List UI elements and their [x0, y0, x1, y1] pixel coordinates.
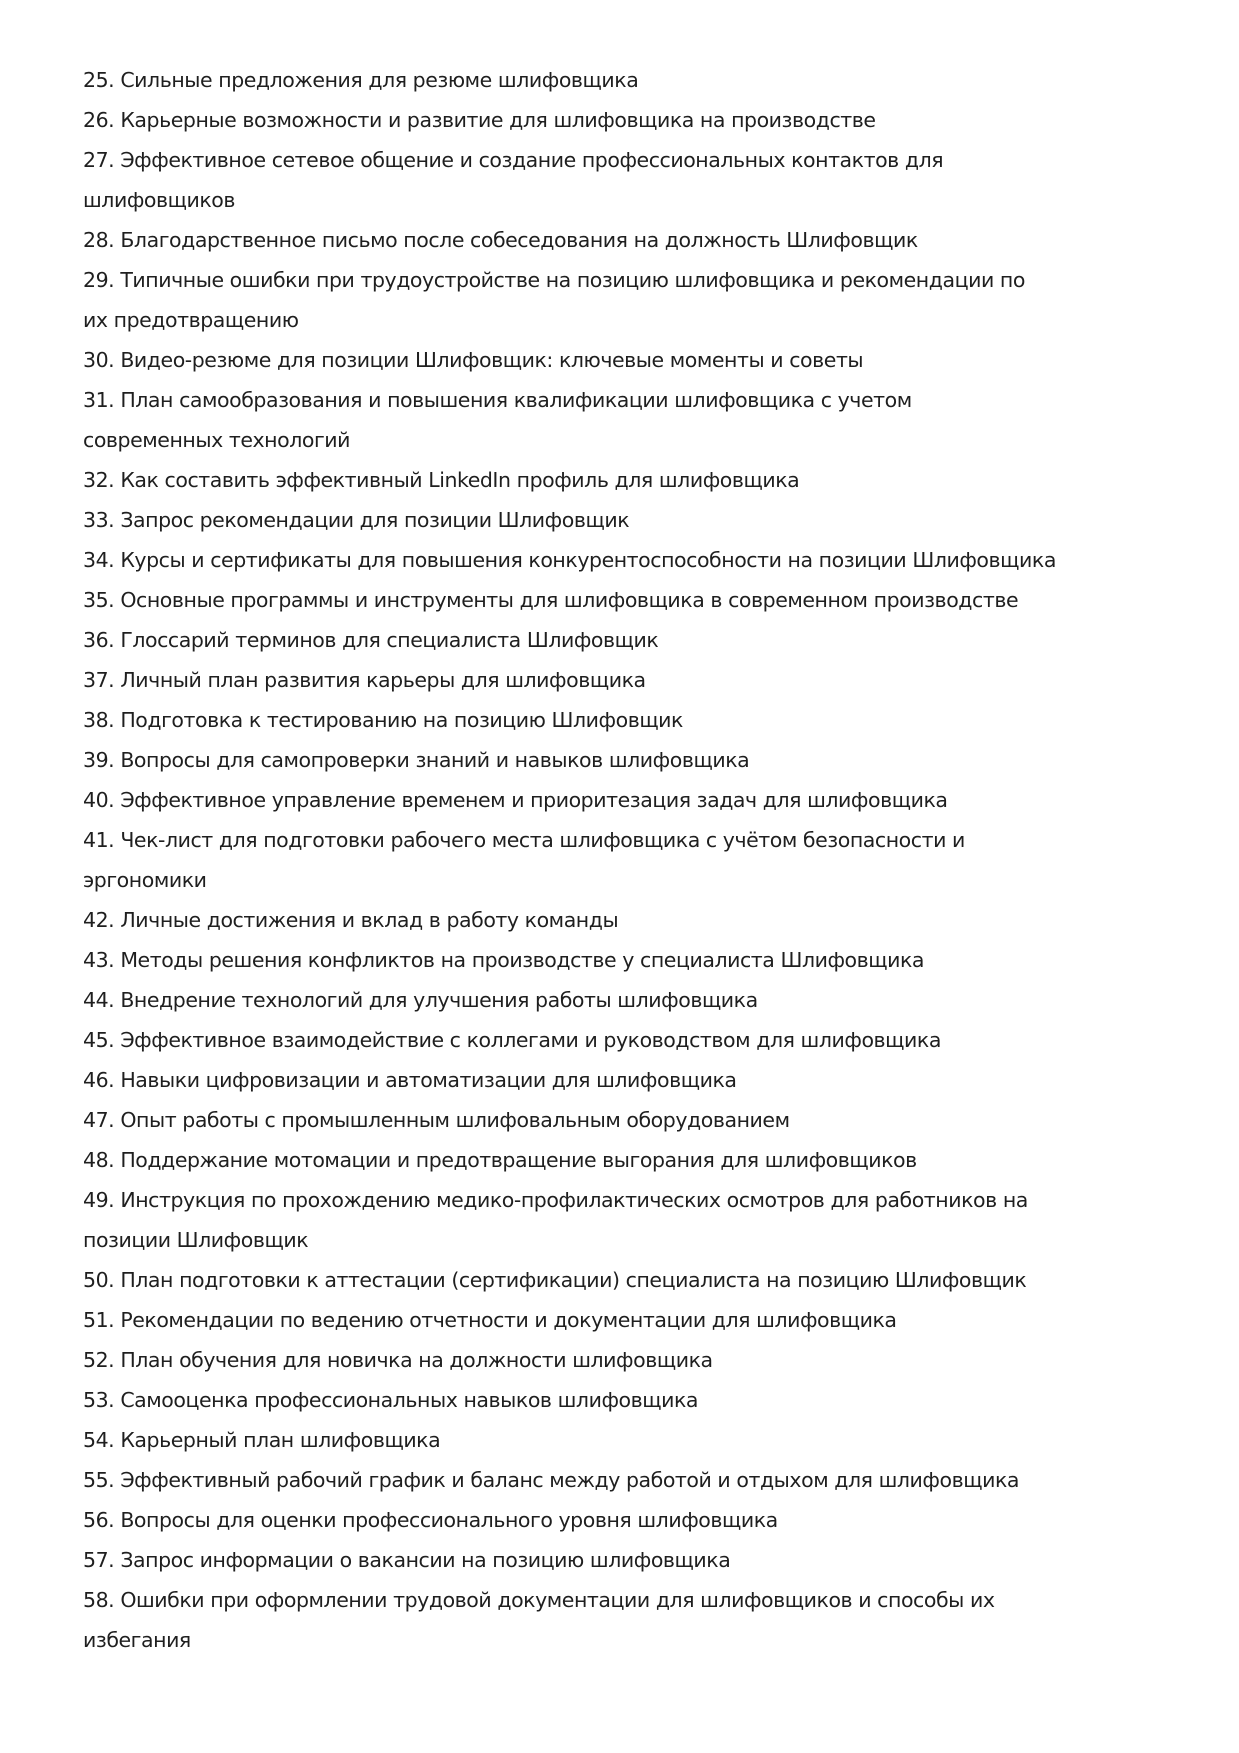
list-item — [83, 260, 1203, 340]
list-item — [83, 1460, 1203, 1500]
list-item — [83, 620, 1203, 660]
list-item — [83, 1540, 1203, 1580]
list-item-text-line: их предотвращению — [83, 308, 299, 332]
list-item — [83, 540, 1203, 580]
list-item — [83, 380, 1203, 460]
list-item-text-line: 27. Эффективное сетевое общение и создание профессиональных контактов для — [83, 148, 944, 172]
list-item-text-line: 28. Благодарственное письмо после собеседования на должность Шлифовщик — [83, 228, 918, 252]
list-item — [83, 60, 1203, 100]
list-item-text-line: 47. Опыт работы с промышленным шлифовальным оборудованием — [83, 1108, 790, 1132]
list-item-text-line: современных технологий — [83, 428, 351, 452]
list-item — [83, 460, 1203, 500]
list-item — [83, 820, 1203, 900]
list-item — [83, 1260, 1203, 1300]
list-item-text-line: 52. План обучения для новичка на должности шлифовщика — [83, 1348, 713, 1372]
list-item-text-line: 42. Личные достижения и вклад в работу команды — [83, 908, 619, 932]
list-item-text-line: 53. Самооценка профессиональных навыков шлифовщика — [83, 1388, 699, 1412]
list-item-text-line: 40. Эффективное управление временем и приоритезация задач для шлифовщика — [83, 788, 948, 812]
list-item-text-line: 45. Эффективное взаимодействие с коллегами и руководством для шлифовщика — [83, 1028, 941, 1052]
list-item — [83, 1060, 1203, 1100]
list-item — [83, 740, 1203, 780]
list-item — [83, 500, 1203, 540]
list-item-text-line: 44. Внедрение технологий для улучшения работы шлифовщика — [83, 988, 758, 1012]
list-item — [83, 1420, 1203, 1460]
list-item — [83, 580, 1203, 620]
list-item-text-line: 33. Запрос рекомендации для позиции Шлифовщик — [83, 508, 630, 532]
list-item — [83, 700, 1203, 740]
list-item-text-line: эргономики — [83, 868, 207, 892]
list-item — [83, 660, 1203, 700]
list-item-text-line: избегания — [83, 1628, 191, 1652]
list-item-text-line: 56. Вопросы для оценки профессионального уровня шлифовщика — [83, 1508, 778, 1532]
list-item — [83, 980, 1203, 1020]
list-item-text-line: шлифовщиков — [83, 188, 236, 212]
list-item-text-line: 43. Методы решения конфликтов на производстве у специалиста Шлифовщика — [83, 948, 925, 972]
list-item-text-line: 31. План самообразования и повышения квалификации шлифовщика с учетом — [83, 388, 912, 412]
list-item-text-line: 26. Карьерные возможности и развитие для шлифовщика на производстве — [83, 108, 876, 132]
list-item-text-line: 54. Карьерный план шлифовщика — [83, 1428, 441, 1452]
list-item — [83, 1180, 1203, 1260]
list-item — [83, 1020, 1203, 1060]
list-item — [83, 140, 1203, 220]
list-item-text-line: 39. Вопросы для самопроверки знаний и навыков шлифовщика — [83, 748, 750, 772]
list-item-text-line: 49. Инструкция по прохождению медико-профилактических осмотров для работников на — [83, 1188, 1028, 1212]
list-item — [83, 1500, 1203, 1540]
list-item-text-line: 32. Как составить эффективный LinkedIn профиль для шлифовщика — [83, 468, 800, 492]
list-item-text-line: 35. Основные программы и инструменты для шлифовщика в современном производстве — [83, 588, 1019, 612]
list-item — [83, 780, 1203, 820]
list-item — [83, 900, 1203, 940]
list-item-text-line: 38. Подготовка к тестированию на позицию Шлифовщик — [83, 708, 683, 732]
list-item-text-line: 36. Глоссарий терминов для специалиста Шлифовщик — [83, 628, 659, 652]
list-item-text-line: 29. Типичные ошибки при трудоустройстве на позицию шлифовщика и рекомендации по — [83, 268, 1025, 292]
list-item — [83, 340, 1203, 380]
list-item — [83, 1140, 1203, 1180]
list-item-text-line: 25. Сильные предложения для резюме шлифовщика — [83, 68, 639, 92]
list-item-text-line: 34. Курсы и сертификаты для повышения конкурентоспособности на позиции Шлифовщика — [83, 548, 1056, 572]
list-item-text-line: 41. Чек-лист для подготовки рабочего места шлифовщика с учётом безопасности и — [83, 828, 965, 852]
list-item — [83, 1580, 1203, 1660]
list-item-text-line: 46. Навыки цифровизации и автоматизации для шлифовщика — [83, 1068, 737, 1092]
list-item-text-line: 57. Запрос информации о вакансии на позицию шлифовщика — [83, 1548, 731, 1572]
list-item-text-line: 55. Эффективный рабочий график и баланс между работой и отдыхом для шлифовщика — [83, 1468, 1020, 1492]
numbered-topic-list — [83, 60, 1203, 1660]
list-item-text-line: 50. План подготовки к аттестации (сертификации) специалиста на позицию Шлифовщик — [83, 1268, 1027, 1292]
list-item — [83, 1380, 1203, 1420]
list-item-text-line: 30. Видео-резюме для позиции Шлифовщик: ключевые моменты и советы — [83, 348, 864, 372]
list-item — [83, 100, 1203, 140]
list-item — [83, 1340, 1203, 1380]
list-item — [83, 940, 1203, 980]
list-item-text-line: 58. Ошибки при оформлении трудовой документации для шлифовщиков и способы их — [83, 1588, 995, 1612]
list-item-text-line: позиции Шлифовщик — [83, 1228, 309, 1252]
list-item-text-line: 48. Поддержание мотомации и предотвращение выгорания для шлифовщиков — [83, 1148, 917, 1172]
list-item — [83, 1100, 1203, 1140]
list-item-text-line: 37. Личный план развития карьеры для шлифовщика — [83, 668, 646, 692]
list-item — [83, 1300, 1203, 1340]
list-item-text-line: 51. Рекомендации по ведению отчетности и документации для шлифовщика — [83, 1308, 897, 1332]
list-item — [83, 220, 1203, 260]
